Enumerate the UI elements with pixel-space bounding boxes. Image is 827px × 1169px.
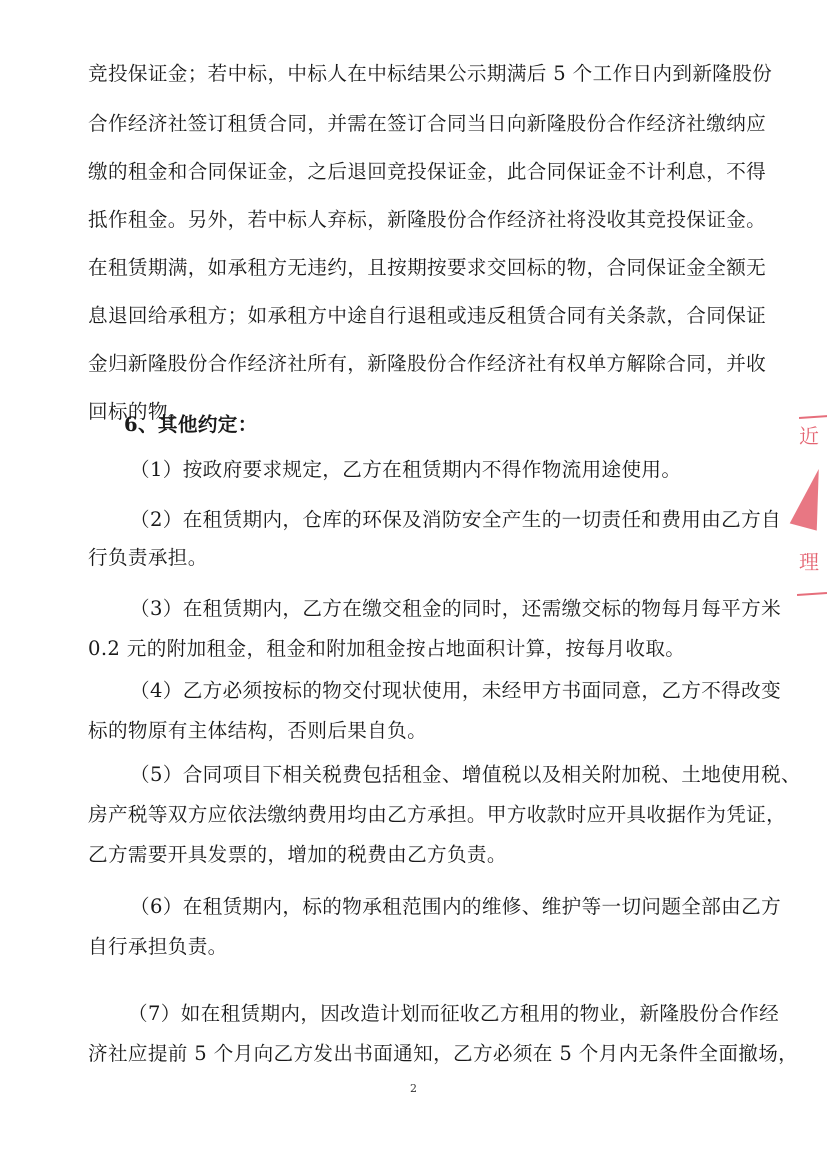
seal-stamp-fragment bbox=[787, 408, 827, 608]
clause-item-2: （2）在租赁期内，仓库的环保及消防安全产生的一切责任和费用由乙方自 bbox=[130, 508, 782, 531]
seal-star-icon bbox=[790, 465, 827, 530]
text-line: 合作经济社签订租赁合同，并需在签订合同当日向新隆股份合作经济社缴纳应 bbox=[88, 112, 767, 135]
text-line: 息退回给承租方；如承租方中途自行退租或违反租赁合同有关条款，合同保证 bbox=[88, 304, 767, 327]
seal-character: 理 bbox=[799, 550, 819, 574]
clause-item-7: （7）如在租赁期内，因改造计划而征收乙方租用的物业，新隆股份合作经 bbox=[128, 1002, 780, 1025]
text-line: 行负责承担。 bbox=[88, 546, 208, 569]
clause-item-3: （3）在租赁期内，乙方在缴交租金的同时，还需缴交标的物每月每平方米 bbox=[130, 597, 782, 620]
page-number: 2 bbox=[410, 1082, 417, 1095]
text-line: 标的物原有主体结构，否则后果自负。 bbox=[88, 719, 428, 742]
text-line: 乙方需要开具发票的，增加的税费由乙方负责。 bbox=[88, 843, 507, 866]
text-line: 回标的物。 bbox=[88, 400, 188, 423]
text-line: 金归新隆股份合作经济社所有，新隆股份合作经济社有权单方解除合同，并收 bbox=[88, 352, 767, 375]
text-line: 在租赁期满，如承租方无违约，且按期按要求交回标的物，合同保证金全额无 bbox=[88, 256, 767, 279]
text-line: 济社应提前 5 个月向乙方发出书面通知，乙方必须在 5 个月内无条件全面撤场， bbox=[88, 1042, 799, 1065]
seal-border bbox=[799, 415, 827, 419]
clause-item-1: （1）按政府要求规定，乙方在租赁期内不得作物流用途使用。 bbox=[130, 458, 682, 481]
text-line: 0.2 元的附加租金，租金和附加租金按占地面积计算，按每月收取。 bbox=[88, 637, 686, 660]
text-line: 房产税等双方应依法缴纳费用均由乙方承担。甲方收款时应开具收据作为凭证， bbox=[88, 803, 787, 826]
text-line: 抵作租金。另外，若中标人弃标，新隆股份合作经济社将没收其竞投保证金。 bbox=[88, 208, 767, 231]
text-line: 自行承担负责。 bbox=[88, 935, 228, 958]
section-heading: 6、其他约定： bbox=[124, 413, 258, 436]
seal-character: 近 bbox=[799, 424, 819, 448]
clause-item-6: （6）在租赁期内，标的物承租范围内的维修、维护等一切问题全部由乙方 bbox=[130, 895, 782, 918]
clause-item-4: （4）乙方必须按标的物交付现状使用，未经甲方书面同意，乙方不得改变 bbox=[130, 679, 782, 702]
clause-item-5: （5）合同项目下相关税费包括租金、增值税以及相关附加税、土地使用税、 bbox=[130, 763, 801, 786]
text-line: 缴的租金和合同保证金，之后退回竞投保证金，此合同保证金不计利息，不得 bbox=[88, 160, 767, 183]
text-line: 竞投保证金；若中标，中标人在中标结果公示期满后 5 个工作日内到新隆股份 bbox=[88, 62, 773, 85]
seal-border bbox=[797, 592, 827, 596]
